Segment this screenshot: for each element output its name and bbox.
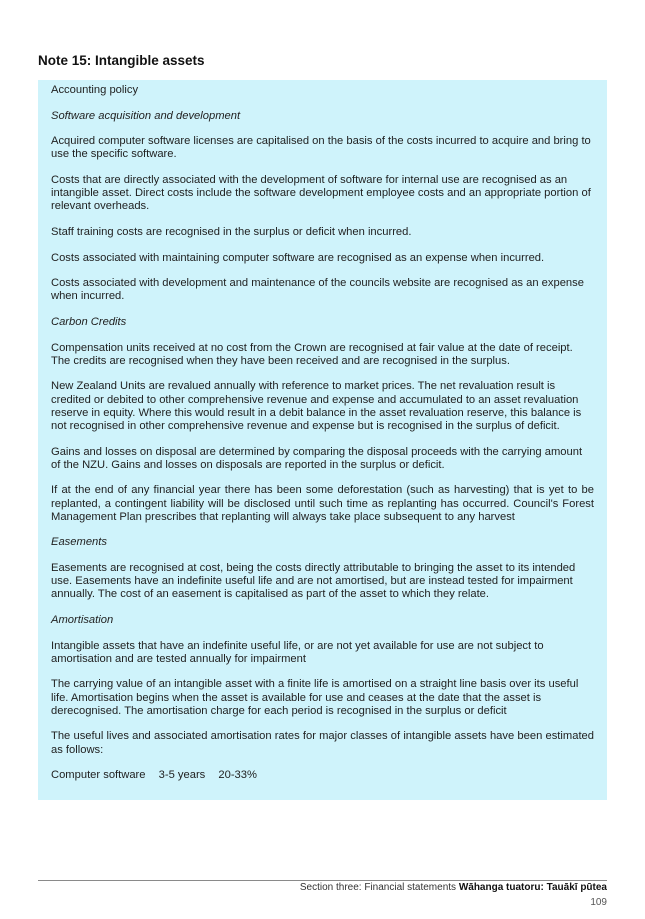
easements-paragraph-1: Easements are recognised at cost, being the costs directly attributable to bringing the asset to its intended use. Easements have an indefinite useful life and are not amortised, but are instead tested for impairment annually. The cost of an easement is capitalised as part of the asset to which they relate. xyxy=(51,561,576,601)
page-number: 109 xyxy=(590,897,607,908)
software-paragraph-4: Costs associated with maintaining computer software are recognised as an expense when incurred. xyxy=(51,251,545,264)
software-paragraph-3: Staff training costs are recognised in the surplus or deficit when incurred. xyxy=(51,225,412,238)
amortisation-rate-row xyxy=(51,769,594,782)
amortisation-rate: 20-33% xyxy=(218,769,257,782)
amortisation-paragraph-3: The useful lives and associated amortisation rates for major classes of intangible assets have been estimated as follows: xyxy=(51,730,594,756)
amortisation-paragraph-2: The carrying value of an intangible asset with a finite life is amortised on a straight line basis over its useful life. Amortisation begins when the asset is available for use and ceases at the date that the asset is derecognised. The amortisation charge for each period is recognised in the surplus or deficit xyxy=(51,678,579,717)
accounting-policy-box xyxy=(38,80,607,800)
amortisation-paragraph-1: Intangible assets that have an indefinite useful life, or are not yet available for use are not subject to amortisation and are tested annually for impairment xyxy=(51,639,544,665)
page-title: Note 15: Intangible assets xyxy=(38,53,205,68)
asset-class: Computer software xyxy=(51,769,146,782)
policy-heading: Accounting policy xyxy=(51,84,139,96)
software-paragraph-1: Acquired computer software licenses are capitalised on the basis of the costs incurred to acquire and bring to use the specific software. xyxy=(51,135,591,161)
software-heading: Software acquisition and development xyxy=(51,109,241,122)
software-paragraph-2: Costs that are directly associated with the development of software for internal use are recognised as an intangible asset. Direct costs include the software development employee costs and an appropriate portion of relevant overheads. xyxy=(51,173,591,213)
software-paragraph-5: Costs associated with development and maintenance of the councils website are recognised as an expense when incurred. xyxy=(51,277,584,303)
footer-section-label: Section three: Financial statements xyxy=(299,882,457,893)
footer-section xyxy=(300,882,607,893)
useful-life: 3-5 years xyxy=(158,769,206,782)
carbon-paragraph-1: Compensation units received at no cost from the Crown are recognised at fair value at the date of receipt. The credits are recognised when they have been received and are recognised in the surplus. xyxy=(51,341,573,367)
carbon-paragraph-4: If at the end of any financial year there has been some deforestation (such as harvesting) that is yet to be replanted, a contingent liability will be disclosed until such time as replanting has occurred. Council's Forest Management Plan prescribes that replanting will always take place subsequent to any harvest xyxy=(51,484,594,523)
easements-heading: Easements xyxy=(51,536,107,549)
amortisation-heading: Amortisation xyxy=(51,613,114,626)
carbon-heading: Carbon Credits xyxy=(51,315,127,328)
footer-divider xyxy=(38,880,607,881)
carbon-paragraph-3: Gains and losses on disposal are determined by comparing the disposal proceeds with the carrying amount of the NZU. Gains and losses on disposals are reported in the surplus or deficit. xyxy=(51,445,583,471)
footer-section-maori: Wāhanga tuatoru: Tauākī pūtea xyxy=(458,882,607,893)
carbon-paragraph-2: New Zealand Units are revalued annually with reference to market prices. The net revaluation result is credited or debited to other comprehensive revenue and expense and accumulated to an asset revaluation reserve in equity. Where this would result in a debit balance in the asset revaluation reserve, this balance is not recognised in other comprehensive revenue and expense but is recognised in the surplus of deficit. xyxy=(51,380,582,432)
